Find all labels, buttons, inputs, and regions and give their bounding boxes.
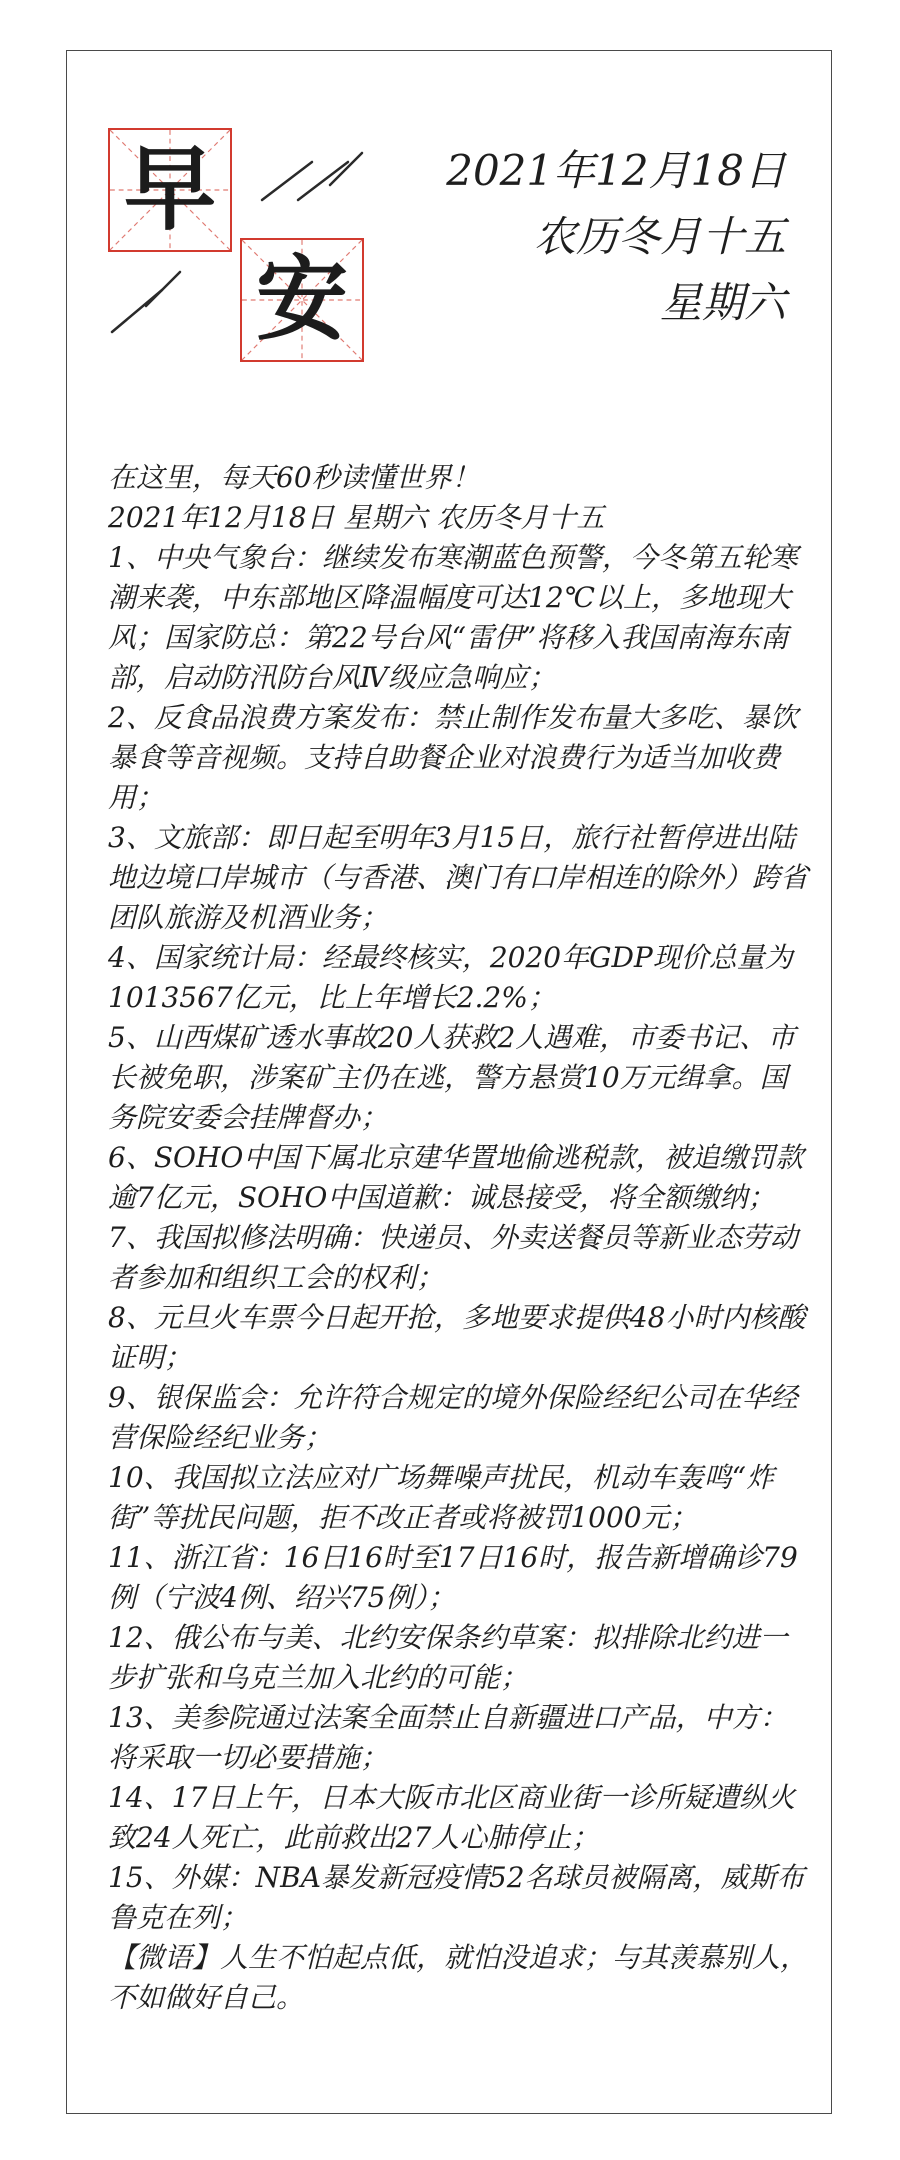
title-box-zao <box>108 128 232 252</box>
lunar-date: 农历冬月十五 <box>533 212 786 261</box>
title-char-zao: 早 <box>123 136 216 243</box>
news-item: 7、我国拟修法明确：快递员、外卖送餐员等新业态劳动者参加和组织工会的权利； <box>108 1221 798 1294</box>
news-item: 9、银保监会：允许符合规定的境外保险经纪公司在华经营保险经纪业务； <box>108 1381 798 1454</box>
news-item: 2、反食品浪费方案发布：禁止制作发布量大多吃、暴饮暴食等音视频。支持自助餐企业对浪费行为适当加收费用； <box>108 701 798 814</box>
news-item: 6、SOHO中国下属北京建华置地偷逃税款，被追缴罚款逾7亿元，SOHO中国道歉：诚恳接受，将全额缴纳； <box>108 1141 804 1214</box>
intro-line: 在这里，每天60秒读懂世界！ <box>108 461 480 494</box>
quote-line: 【微语】人生不怕起点低，就怕没追求；与其羡慕别人，不如做好自己。 <box>108 1941 809 2014</box>
news-item: 4、国家统计局：经最终核实，2020年GDP现价总量为1013567亿元，比上年增长2.2%； <box>108 941 793 1014</box>
news-item: 3、文旅部：即日起至明年3月15日，旅行社暂停进出陆地边境口岸城市（与香港、澳门有口岸相连的除外）跨省团队旅游及机酒业务； <box>108 821 809 934</box>
news-content <box>108 458 813 2018</box>
news-item: 13、美参院通过法案全面禁止自新疆进口产品，中方：将采取一切必要措施； <box>108 1701 788 1774</box>
date-block <box>446 138 786 336</box>
news-item: 15、外媒：NBA暴发新冠疫情52名球员被隔离，威斯布鲁克在列； <box>108 1861 805 1934</box>
title-char-an: 安 <box>255 246 348 353</box>
news-item: 10、我国拟立法应对广场舞噪声扰民，机动车轰鸣“炸街”等扰民问题，拒不改正者或将被罚1000元； <box>108 1461 774 1534</box>
news-item: 5、山西煤矿透水事故20人获救2人遇难，市委书记、市长被免职，涉案矿主仍在逃，警方悬赏10万元缉拿。国务院安委会挂牌督办； <box>108 1021 796 1134</box>
date-line: 2021年12月18日 星期六 农历冬月十五 <box>108 501 605 534</box>
news-item: 14、17日上午，日本大阪市北区商业街一诊所疑遭纵火致24人死亡，此前救出27人心肺停止； <box>108 1781 796 1854</box>
news-item: 11、浙江省：16日16时至17日16时，报告新增确诊79例（宁波4例、绍兴75例）； <box>108 1541 798 1614</box>
gregorian-date: 2021年12月18日 <box>446 146 786 195</box>
weekday: 星期六 <box>659 278 786 327</box>
news-item: 1、中央气象台：继续发布寒潮蓝色预警，今冬第五轮寒潮来袭，中东部地区降温幅度可达12℃以上，多地现大风；国家防总：第22号台风“雷伊”将移入我国南海东南部，启动防汛防台风Ⅳ级应急响应； <box>108 541 798 694</box>
news-item: 12、俄公布与美、北约安保条约草案：拟排除北约进一步扩张和乌克兰加入北约的可能； <box>108 1621 788 1694</box>
title-box-an <box>240 238 364 362</box>
news-item: 8、元旦火车票今日起开抢，多地要求提供48小时内核酸证明； <box>108 1301 806 1374</box>
